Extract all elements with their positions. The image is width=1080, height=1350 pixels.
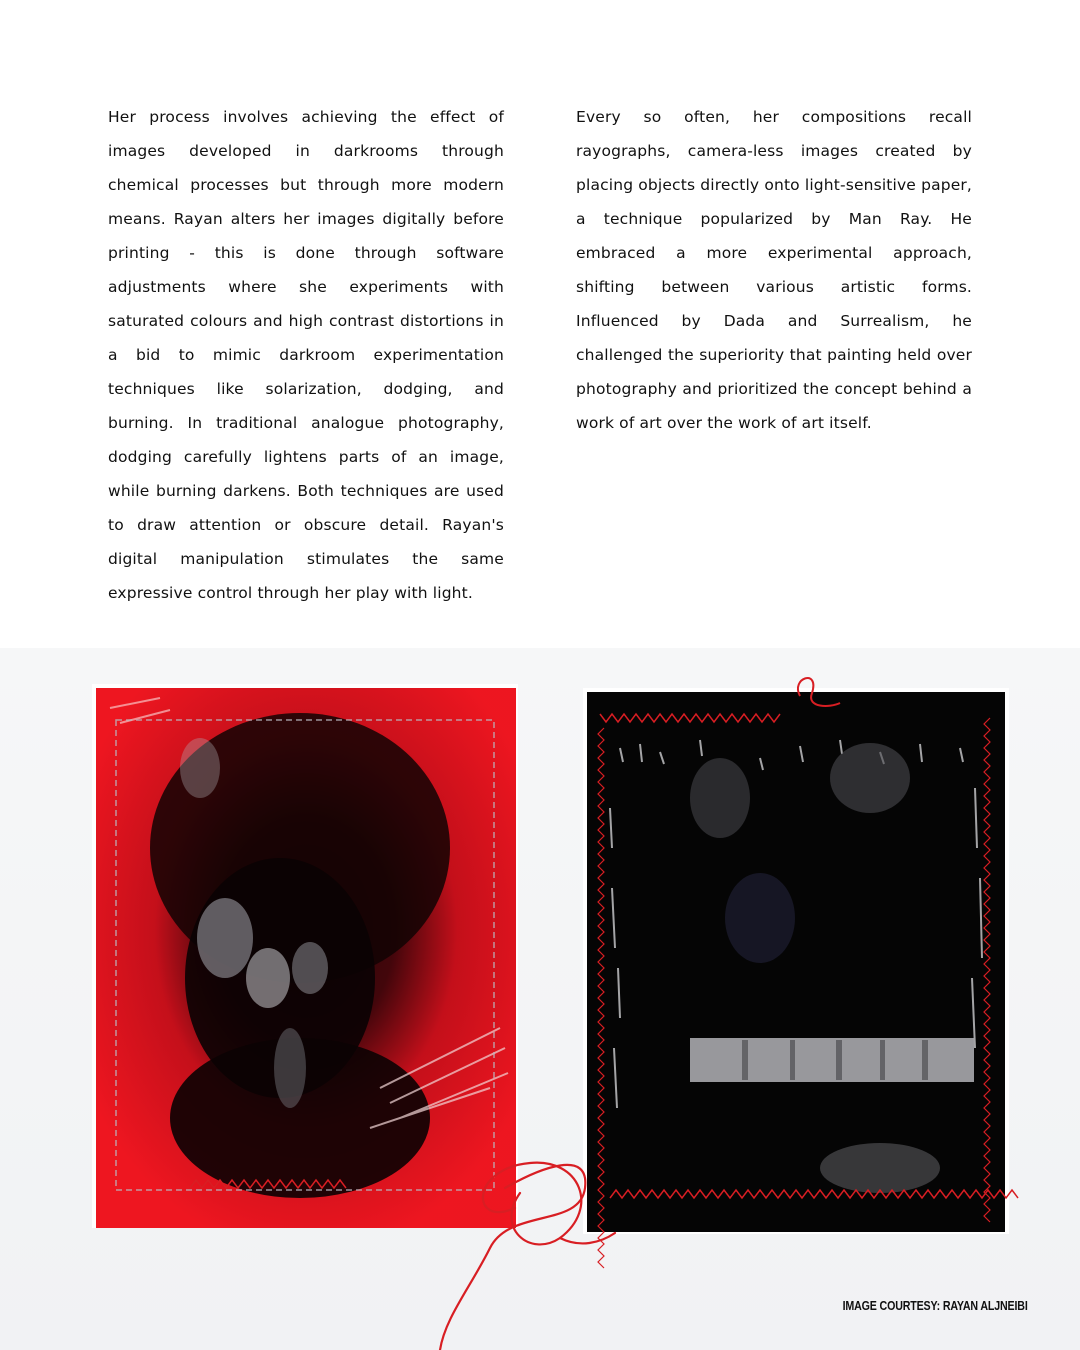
image-credit: IMAGE COURTESY: RAYAN ALJNEIBI: [842, 1298, 1028, 1313]
red-print: [92, 684, 518, 1228]
black-print: [583, 678, 1018, 1268]
artwork-photo: [0, 648, 1080, 1350]
article-paragraph-left: Her process involves achieving the effect of images developed in darkrooms through chemical processes but through more modern means. Rayan alters her images digitally before printing - this is done through software adjustments where she experiments with saturated colours and high contrast distortions in a bid to mimic darkroom experimentation techniques like solarization, dodging, and burning. In traditional analogue photography, dodging carefully lightens parts of an image, while burning darkens. Both techniques are used to draw attention or obscure detail. Rayan's digital manipulation stimulates the same expressive control through her play with light.: [108, 108, 504, 602]
article-paragraph-right: Every so often, her compositions recall rayographs, camera-less images created by placing objects directly onto light-sensitive paper, a technique popularized by Man Ray. He embraced a more experimental approach, shifting between various artistic forms. Influenced by Dada and Surrealism, he challenged the superiority that painting held over photography and prioritized the concept behind a work of art over the work of art itself.: [576, 108, 972, 432]
stitched-prints-illustration: [0, 648, 1080, 1350]
